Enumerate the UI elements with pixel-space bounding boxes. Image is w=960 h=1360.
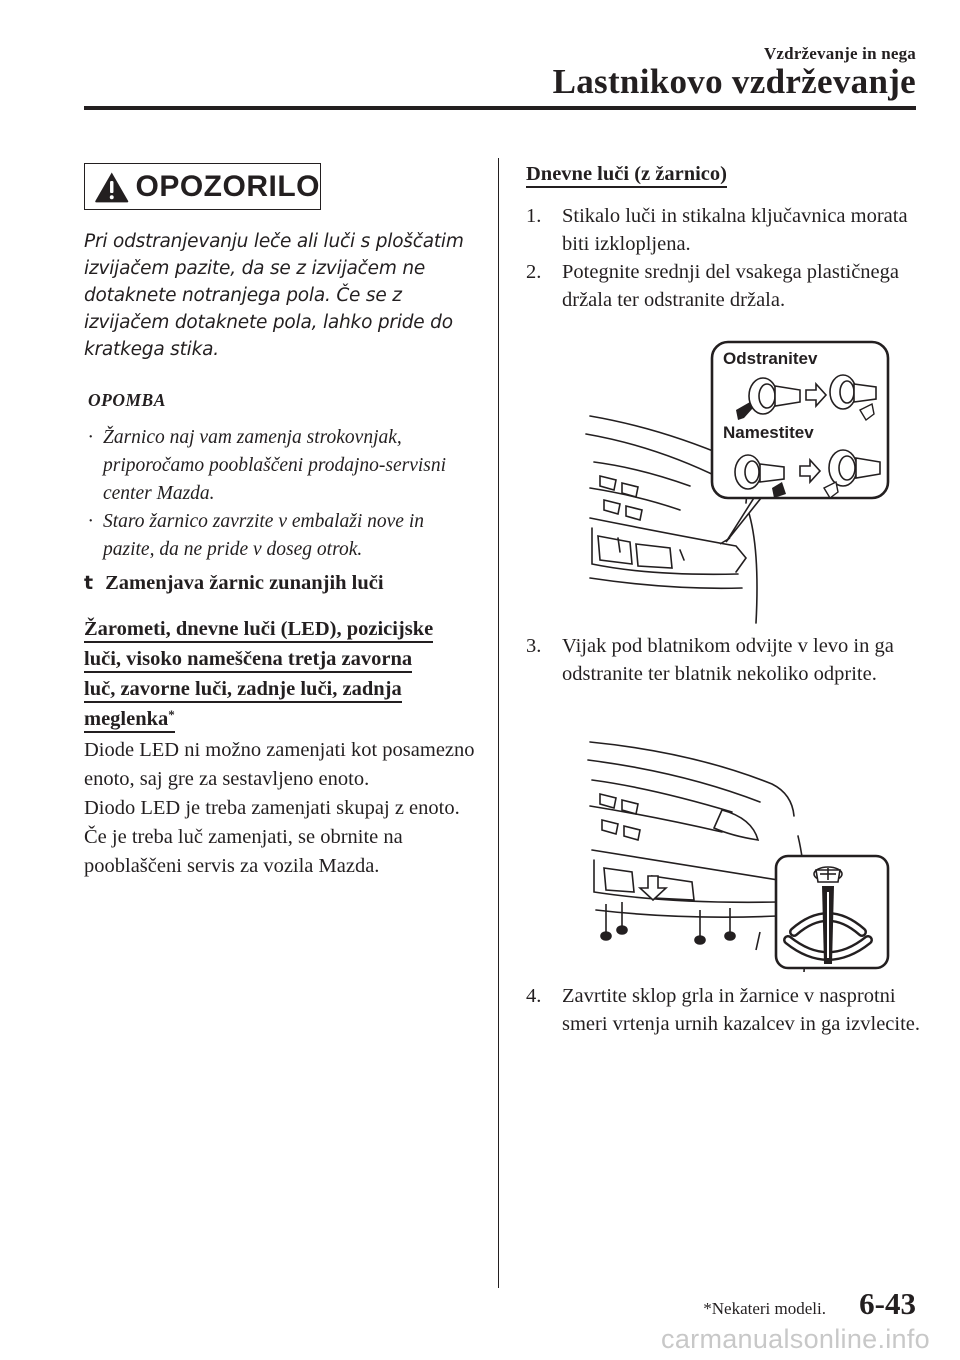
step-number: 1. (526, 205, 542, 227)
subsection-line: Žarometi, dnevne luči (LED), pozicijske (84, 618, 433, 643)
subsection-line (84, 708, 175, 733)
right-heading (526, 163, 727, 186)
screw-icon (695, 936, 705, 944)
note-item (88, 508, 478, 564)
warning-label: OPOZORILO (135, 169, 320, 203)
header-section-label: Vzdrževanje in nega (763, 44, 916, 63)
subsection-heading (84, 614, 484, 734)
header-rule (84, 106, 916, 110)
clip-icon (839, 456, 855, 480)
step-text: Vijak pod blatnikom odvijte v levo in ga odstranite ter blatnik nekoliko odprite. (562, 635, 894, 685)
subsection-last-line: meglenka (84, 708, 169, 730)
step-text: Potegnite srednji del vsakega plastičnega držala ter odstranite držala. (562, 261, 900, 311)
step-text: Stikalo luči in stikalna ključavnica morata biti izklopljena. (562, 205, 908, 255)
clip-icon (760, 464, 784, 482)
clip-icon (745, 461, 759, 483)
figure-screw-removal (582, 736, 894, 972)
bullet-icon: · (88, 427, 93, 448)
note-title: OPOMBA (88, 390, 166, 410)
note-item-text: Staro žarnico zavrzite v embalaži nove in pazite, da ne pride v doseg otrok. (103, 511, 424, 560)
step-number: 3. (526, 635, 542, 657)
note-list (88, 424, 478, 564)
step-item (526, 632, 921, 688)
label-install: Namestitev (723, 423, 814, 442)
screw-icon (725, 932, 735, 940)
clip-icon (840, 381, 854, 403)
arrow-down-icon (640, 876, 666, 900)
subsection-line: luč, zavorne luči, zadnje luči, zadnja (84, 678, 402, 703)
body-paragraph: Diodo LED je treba zamenjati skupaj z enoto. Če je treba luč zamenjati, se obrnite na pooblaščeni servis za vozila Mazda. (84, 797, 460, 877)
body-text (84, 736, 484, 881)
clip-icon (854, 384, 876, 402)
footnote: *Nekateri modeli. (703, 1299, 826, 1318)
note-item (88, 424, 478, 508)
step-item (526, 982, 921, 1038)
label-remove: Odstranitev (723, 349, 818, 368)
bullet-icon: · (88, 511, 93, 532)
section-heading (84, 572, 384, 595)
footnote-mark: * (168, 707, 175, 722)
step-text: Zavrtite sklop grla in žarnice v nasprotni smeri vrtenja urnih kazalcev in ga izvlecite. (562, 985, 921, 1035)
step-item (526, 258, 921, 314)
warning-text: Pri odstranjevanju leče ali luči s ploščatim izvijačem pazite, da se z izvijačem ne dotaknete notranjega pola. Če se z izvijačem dotaknete pola, lahko pride do kratkega stika. (84, 231, 464, 360)
note-item-text: Žarnico naj vam zamenja strokovnjak, priporočamo pooblaščeni prodajno-servisni center Mazda. (103, 427, 447, 504)
section-mark-icon: t (84, 572, 94, 594)
screw-icon (601, 932, 611, 940)
section-title: Zamenjava žarnic zunanjih luči (105, 572, 384, 594)
clip-icon (775, 386, 800, 406)
page-number: 6-43 (859, 1286, 916, 1321)
warning-triangle-icon (93, 167, 131, 207)
clip-icon (856, 458, 880, 478)
screw-icon (617, 926, 627, 934)
page-title: Lastnikovo vzdrževanje (552, 62, 916, 101)
warning-box (84, 163, 321, 210)
subsection-line: luči, visoko nameščena tretja zavorna (84, 648, 412, 673)
step-item (526, 202, 921, 258)
figure-clip-removal (560, 338, 894, 628)
clip-icon (759, 384, 775, 408)
column-divider (498, 158, 499, 1288)
step-number: 4. (526, 985, 542, 1007)
watermark: carmanualsonline.info (661, 1324, 930, 1354)
body-paragraph: Diode LED ni možno zamenjati kot posamezno enoto, saj gre za sestavljeno enoto. (84, 739, 475, 790)
screw-detail-icon (814, 867, 842, 882)
right-heading-text: Dnevne luči (z žarnico) (526, 163, 727, 188)
step-number: 2. (526, 261, 542, 283)
screw-icons (601, 902, 760, 950)
